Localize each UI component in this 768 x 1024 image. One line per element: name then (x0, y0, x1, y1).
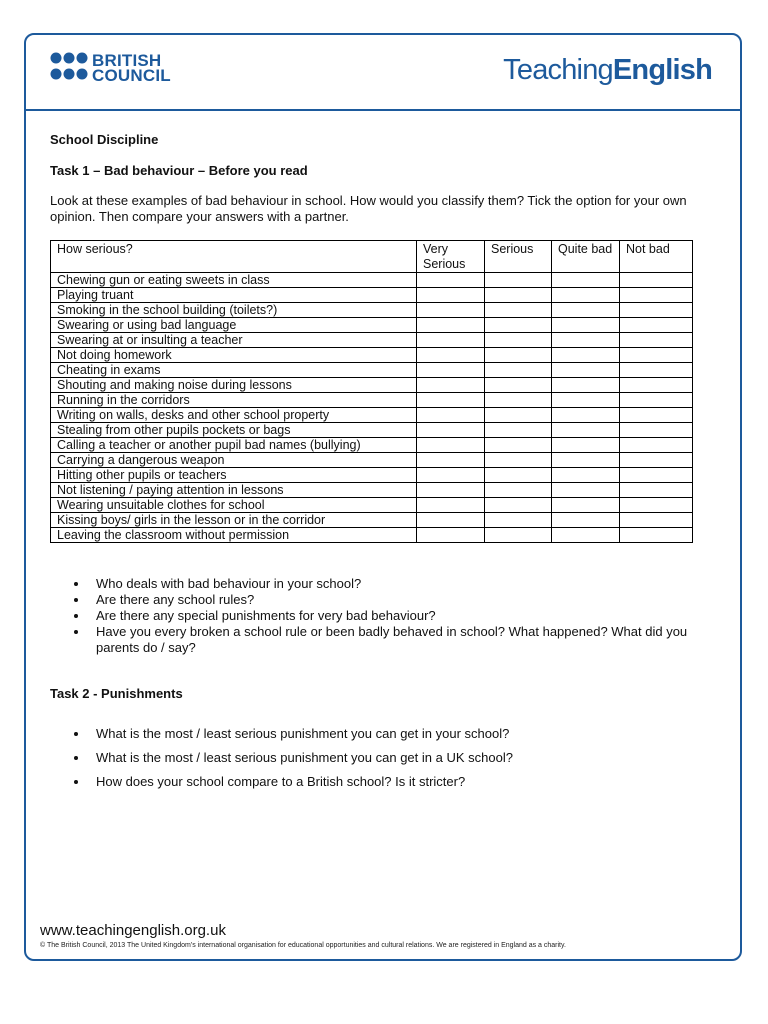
table-row (51, 468, 693, 483)
tick-cell-serious[interactable] (485, 438, 552, 453)
tick-cell-quite-bad[interactable] (552, 528, 620, 543)
behaviour-label: Swearing at or insulting a teacher (51, 333, 417, 348)
list-item: How does your school compare to a British school? Is it stricter? (50, 774, 730, 790)
list-item: What is the most / least serious punishment you can get in a UK school? (50, 750, 730, 766)
footer-copyright: © The British Council, 2013 The United Kingdom’s international organisation for educational opportunities and cultural relations. We are registered in England as a charity. (40, 942, 566, 949)
behaviour-label: Kissing boys/ girls in the lesson or in the corridor (51, 513, 417, 528)
tick-cell-quite-bad[interactable] (552, 513, 620, 528)
list-item: What is the most / least serious punishment you can get in your school? (50, 726, 730, 742)
british-council-wordmark (92, 53, 232, 83)
behaviour-label: Leaving the classroom without permission (51, 528, 417, 543)
teaching-english-logo (503, 54, 712, 87)
tick-cell-very-serious[interactable] (417, 333, 485, 348)
behaviour-label: Swearing or using bad language (51, 318, 417, 333)
logo-teaching: Teaching (503, 54, 613, 86)
behaviour-label: Calling a teacher or another pupil bad names (bullying) (51, 438, 417, 453)
council-line2: COUNCIL (92, 66, 171, 85)
tick-cell-very-serious[interactable] (417, 348, 485, 363)
task1-heading: Task 1 – Bad behaviour – Before you read (50, 163, 308, 178)
tick-cell-serious[interactable] (485, 408, 552, 423)
tick-cell-not-bad[interactable] (620, 468, 693, 483)
tick-cell-not-bad[interactable] (620, 393, 693, 408)
tick-cell-not-bad[interactable] (620, 363, 693, 378)
table-row (51, 333, 693, 348)
tick-cell-very-serious[interactable] (417, 423, 485, 438)
behaviour-label: Carrying a dangerous weapon (51, 453, 417, 468)
list-item: Who deals with bad behaviour in your school? (50, 576, 730, 592)
tick-cell-not-bad[interactable] (620, 408, 693, 423)
tick-cell-quite-bad[interactable] (552, 408, 620, 423)
tick-cell-very-serious[interactable] (417, 453, 485, 468)
tick-cell-not-bad[interactable] (620, 453, 693, 468)
table-row (51, 483, 693, 498)
behaviour-label: Writing on walls, desks and other school property (51, 408, 417, 423)
tick-cell-very-serious[interactable] (417, 408, 485, 423)
task2-heading: Task 2 - Punishments (50, 686, 183, 701)
table-row (51, 408, 693, 423)
tick-cell-serious[interactable] (485, 348, 552, 363)
behaviour-label: Cheating in exams (51, 363, 417, 378)
col-header-serious: Serious (485, 241, 552, 273)
tick-cell-serious[interactable] (485, 333, 552, 348)
tick-cell-not-bad[interactable] (620, 528, 693, 543)
tick-cell-very-serious[interactable] (417, 363, 485, 378)
logo-english: English (612, 54, 712, 86)
tick-cell-not-bad[interactable] (620, 423, 693, 438)
behaviour-label: Chewing gun or eating sweets in class (51, 273, 417, 288)
tick-cell-quite-bad[interactable] (552, 363, 620, 378)
behaviour-label: Stealing from other pupils pockets or bags (51, 423, 417, 438)
tick-cell-serious[interactable] (485, 288, 552, 303)
task2-question-list (50, 726, 730, 790)
table-row (51, 438, 693, 453)
tick-cell-serious[interactable] (485, 453, 552, 468)
col-header-how-serious: How serious? (51, 241, 417, 273)
council-line1: BRITISH (92, 51, 162, 70)
table-row (51, 288, 693, 303)
tick-cell-very-serious[interactable] (417, 393, 485, 408)
table-row (51, 393, 693, 408)
behaviour-label: Hitting other pupils or teachers (51, 468, 417, 483)
behaviour-label: Smoking in the school building (toilets?) (51, 303, 417, 318)
tick-cell-quite-bad[interactable] (552, 273, 620, 288)
tick-cell-very-serious[interactable] (417, 378, 485, 393)
task1-question-list (50, 576, 730, 656)
tick-cell-serious[interactable] (485, 273, 552, 288)
tick-cell-quite-bad[interactable] (552, 483, 620, 498)
tick-cell-serious[interactable] (485, 393, 552, 408)
tick-cell-not-bad[interactable] (620, 333, 693, 348)
tick-cell-serious[interactable] (485, 498, 552, 513)
tick-cell-quite-bad[interactable] (552, 348, 620, 363)
behaviour-label: Running in the corridors (51, 393, 417, 408)
table-row (51, 348, 693, 363)
tick-cell-serious[interactable] (485, 483, 552, 498)
table-row (51, 363, 693, 378)
header-divider (26, 109, 742, 111)
tick-cell-quite-bad[interactable] (552, 453, 620, 468)
table-row (51, 273, 693, 288)
table-row (51, 528, 693, 543)
tick-cell-quite-bad[interactable] (552, 468, 620, 483)
table-row (51, 318, 693, 333)
page-title: School Discipline (50, 132, 159, 147)
tick-cell-very-serious[interactable] (417, 303, 485, 318)
list-item: Are there any special punishments for very bad behaviour? (50, 608, 730, 624)
tick-cell-serious[interactable] (485, 423, 552, 438)
tick-cell-very-serious[interactable] (417, 273, 485, 288)
footer-url: www.teachingenglish.org.uk (40, 922, 226, 939)
col-header-very-serious: Very Serious (417, 241, 485, 273)
list-item: Are there any school rules? (50, 592, 730, 608)
tick-cell-very-serious[interactable] (417, 288, 485, 303)
tick-cell-quite-bad[interactable] (552, 303, 620, 318)
tick-cell-very-serious[interactable] (417, 513, 485, 528)
tick-cell-not-bad[interactable] (620, 303, 693, 318)
tick-cell-serious[interactable] (485, 513, 552, 528)
table-row (51, 378, 693, 393)
tick-cell-very-serious[interactable] (417, 468, 485, 483)
tick-cell-quite-bad[interactable] (552, 333, 620, 348)
behaviour-label: Not listening / paying attention in lessons (51, 483, 417, 498)
table-row (51, 303, 693, 318)
tick-cell-serious[interactable] (485, 468, 552, 483)
behaviour-label: Wearing unsuitable clothes for school (51, 498, 417, 513)
tick-cell-serious[interactable] (485, 528, 552, 543)
table-row (51, 453, 693, 468)
behaviour-label: Not doing homework (51, 348, 417, 363)
tick-cell-very-serious[interactable] (417, 318, 485, 333)
behaviour-table (50, 240, 693, 543)
tick-cell-quite-bad[interactable] (552, 498, 620, 513)
tick-cell-very-serious[interactable] (417, 498, 485, 513)
table-row (51, 498, 693, 513)
table-row (51, 513, 693, 528)
tick-cell-quite-bad[interactable] (552, 393, 620, 408)
tick-cell-not-bad[interactable] (620, 288, 693, 303)
tick-cell-serious[interactable] (485, 378, 552, 393)
list-item: Have you every broken a school rule or been badly behaved in school? What happened? What did you parents do / say? (50, 624, 730, 656)
behaviour-label: Shouting and making noise during lessons (51, 378, 417, 393)
tick-cell-serious[interactable] (485, 363, 552, 378)
tick-cell-very-serious[interactable] (417, 528, 485, 543)
table-body (51, 273, 693, 543)
task1-intro: Look at these examples of bad behaviour in school. How would you classify them? Tick the option for your own opinion. Then compare your answers with a partner. (50, 193, 687, 224)
tick-cell-serious[interactable] (485, 303, 552, 318)
tick-cell-very-serious[interactable] (417, 438, 485, 453)
british-council-dots-icon (50, 51, 88, 85)
tick-cell-not-bad[interactable] (620, 498, 693, 513)
tick-cell-not-bad[interactable] (620, 483, 693, 498)
tick-cell-very-serious[interactable] (417, 483, 485, 498)
tick-cell-quite-bad[interactable] (552, 288, 620, 303)
tick-cell-not-bad[interactable] (620, 378, 693, 393)
col-header-quite-bad: Quite bad (552, 241, 620, 273)
tick-cell-not-bad[interactable] (620, 513, 693, 528)
tick-cell-not-bad[interactable] (620, 318, 693, 333)
tick-cell-not-bad[interactable] (620, 348, 693, 363)
tick-cell-not-bad[interactable] (620, 438, 693, 453)
table-header-row (51, 241, 693, 273)
tick-cell-quite-bad[interactable] (552, 438, 620, 453)
table-row (51, 423, 693, 438)
behaviour-label: Playing truant (51, 288, 417, 303)
tick-cell-serious[interactable] (485, 318, 552, 333)
tick-cell-not-bad[interactable] (620, 273, 693, 288)
col-header-not-bad: Not bad (620, 241, 693, 273)
tick-cell-quite-bad[interactable] (552, 378, 620, 393)
tick-cell-quite-bad[interactable] (552, 318, 620, 333)
tick-cell-quite-bad[interactable] (552, 423, 620, 438)
